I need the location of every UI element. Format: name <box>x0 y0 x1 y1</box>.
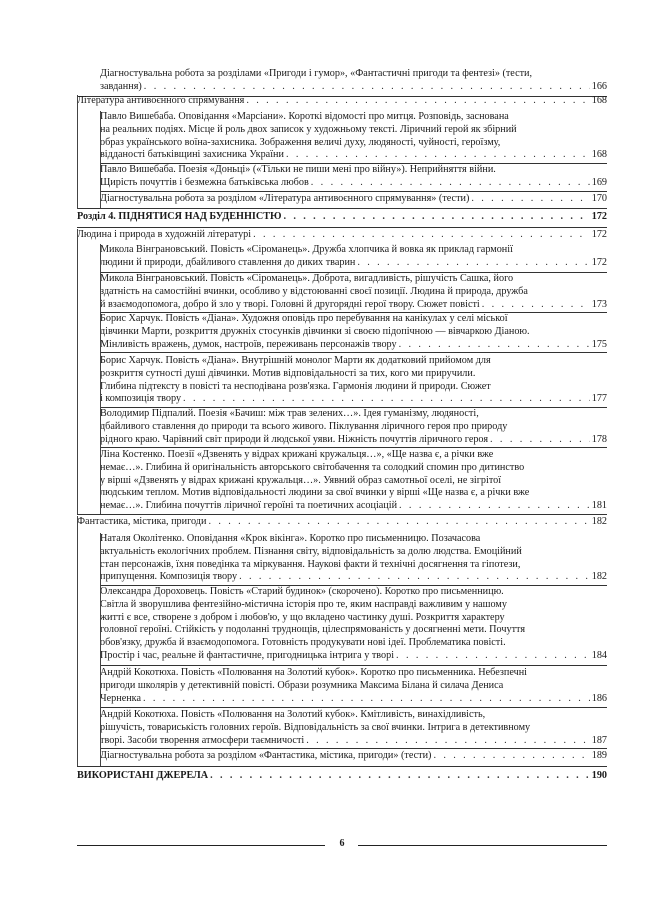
toc-entry-text: відданості батьківщині захисника України <box>100 149 284 161</box>
toc-page-number: 166 <box>591 80 607 92</box>
vertical-rule <box>100 533 101 766</box>
divider <box>77 766 607 767</box>
footer-rule-right <box>358 845 607 846</box>
divider <box>77 208 607 209</box>
toc-entry-text: творі. Засоби творення атмосфери таємничості <box>100 734 305 746</box>
toc-entry-text: Микола Вінграновський. Повість «Сіроманець». Дружба хлопчика й вовка як приклад гармонії <box>100 244 513 255</box>
toc-page-number: 181 <box>591 500 607 512</box>
toc-entry-text: дбайливого ставлення до природи та всього живого. Піклування ліричного героя про природу <box>100 420 508 432</box>
toc-entry-text: Микола Вінграновський. Повість «Сіроманець». Доброта, вигадливість, рішучість Сашка, його <box>100 273 514 284</box>
toc-entry-text: здатність на самостійні вчинки, особливо у відстоюванні своєї позиції. Людина й природа, дружба <box>100 285 528 297</box>
toc-entry-text: Діагностувальна робота за розділами «Пригоди і гумор», «Фантастичні пригоди та фентезі» (тести, <box>100 68 533 79</box>
toc-entry-text: Павло Вишебаба. Оповідання «Марсіани». Короткі відомості про митця. Розповідь, заснована <box>100 111 509 122</box>
toc-section-entry[interactable] <box>77 229 607 242</box>
toc-page-number: 190 <box>591 770 607 781</box>
toc-entry-text: припущення. Композиція твору <box>100 571 238 583</box>
toc-chapter-entry[interactable] <box>77 211 607 224</box>
toc-entry-text: людини й природи, дбайливого ставлення до диких тварин <box>100 256 356 268</box>
vertical-rule <box>100 111 101 208</box>
toc-entry-text: Література антивоєнного спрямування <box>77 95 245 106</box>
leader-dots <box>283 211 589 224</box>
toc-page-number: 177 <box>591 393 607 405</box>
toc-entry-text: ВИКОРИСТАНІ ДЖЕРЕЛА <box>77 770 209 781</box>
toc-entry-text: Володимир Підпалий. Поезія «Бачиш: між трав зелених…». Ідея гуманізму, людяності, <box>100 408 479 419</box>
toc-entry-text: Розділ 4. ПІДНЯТИСЯ НАД БУДЕННІСТЮ <box>77 211 282 222</box>
leader-dots <box>399 500 590 513</box>
toc-entry-text: і композиція твору <box>100 393 182 405</box>
toc-entry[interactable] <box>100 750 607 763</box>
leader-dots <box>396 650 590 663</box>
toc-entry-text: Борис Харчук. Повість «Діана». Внутрішній монолог Марти як додатковий прийомом для <box>100 355 491 366</box>
toc-page-number: 169 <box>591 176 607 188</box>
toc-entry[interactable] <box>100 111 607 162</box>
divider <box>77 227 607 228</box>
toc-entry-text: у вірші «Дзвенять у відрах крижані кружальця…». Уявний образ самотньої оселі, не зігрітої <box>100 474 502 486</box>
toc-page-number: 187 <box>591 734 607 746</box>
toc-entry-text: Діагностувальна робота за розділом «Фантастика, містика, пригоди» (тести) <box>100 750 432 761</box>
toc-page-number: 168 <box>591 95 607 106</box>
toc-entry-text: на реальних подіях. Місце й роль двох записок у художньому тексті. Ліричний герой як збірний <box>100 123 517 135</box>
toc-entry-text: Простір і час, реальне й фантастичне, пригодницька інтрига у творі <box>100 649 395 661</box>
toc-entry-text: пригоди школярів у детективній повісті. Образи розумника Максима Білана й силача Дениса <box>100 679 504 691</box>
toc-page-number: 168 <box>591 149 607 161</box>
toc-section-entry[interactable] <box>77 95 607 108</box>
toc-entry[interactable] <box>100 533 607 584</box>
toc-entry-text: завдання) <box>100 80 142 92</box>
leader-dots <box>183 393 590 406</box>
leader-dots <box>306 735 589 748</box>
toc-entry-text: рішучість, товариськість головних героїв. Відповідальність за свої вчинки. Інтрига в детективному <box>100 721 531 733</box>
leader-dots <box>246 95 589 108</box>
divider <box>100 707 607 708</box>
toc-page-number: 173 <box>591 298 607 310</box>
footer-rule-left <box>77 845 325 846</box>
toc-entry-text: розкриття сутності душі дівчинки. Мотив відповідальності за тих, кого ми приручили. <box>100 367 476 379</box>
toc-entry[interactable] <box>100 313 607 351</box>
leader-dots <box>239 571 590 584</box>
toc-entry[interactable] <box>100 68 607 94</box>
toc-entry[interactable] <box>100 193 607 206</box>
leader-dots <box>311 177 590 190</box>
toc-entry[interactable] <box>100 449 607 513</box>
toc-entry-text: немає…». Глибина й оригінальність авторського світобачення та солодкий спомин про дитинство <box>100 461 525 473</box>
leader-dots <box>286 149 590 162</box>
leader-dots <box>208 516 589 529</box>
leader-dots <box>399 339 590 352</box>
divider <box>100 191 607 192</box>
page-number: 6 <box>339 838 345 849</box>
toc-entry[interactable] <box>100 355 607 406</box>
toc-chapter-entry[interactable] <box>77 770 607 783</box>
toc-entry-text: Глибина підтексту в повісті та несподівана розв'язка. Гармонія людини й природи. Сюжет <box>100 380 491 392</box>
toc-page-number: 172 <box>591 256 607 268</box>
divider <box>100 447 607 448</box>
toc-entry-text: Людина і природа в художній літературі <box>77 229 252 240</box>
toc-entry-text: рідного краю. Чарівний світ природи й людської уяви. Ніжність почуттів ліричного героя <box>100 433 489 445</box>
vertical-rule <box>100 244 101 514</box>
toc-entry-text: людським теплом. Мотив відповідальності людини за свої вчинки у вірші «Ще назва є, а річки вже <box>100 487 530 499</box>
leader-dots <box>471 193 589 206</box>
toc-entry-text: актуальність екологічних проблем. Пізнання світу, відповідальність за долю людства. Емоційний <box>100 545 522 557</box>
toc-entry-text: головної героїні. Стійкість у подоланні труднощів, цілеспрямованість у досягненні мети. Почуття <box>100 624 526 636</box>
toc-entry[interactable] <box>100 408 607 446</box>
toc-entry-text: Павло Вишебаба. Поезія «Доньці» («Тільки не пиши мені про війну»). Неприйняття війни. <box>100 164 496 175</box>
leader-dots <box>143 693 590 706</box>
vertical-rule <box>77 229 78 514</box>
toc-entry-text: Олександра Дороховець. Повість «Старий будинок» (скорочено). Коротко про письменницю. <box>100 586 504 597</box>
divider <box>100 748 607 749</box>
toc-entry-text: Фантастика, містика, пригоди <box>77 516 207 527</box>
toc-page-number: 189 <box>591 750 607 761</box>
divider <box>100 352 607 353</box>
toc-entry-text: Щирість почуттів і безмежна батьківська любов <box>100 176 309 188</box>
toc-page-number: 182 <box>591 571 607 583</box>
vertical-rule <box>77 516 78 766</box>
toc-entry-text: Світла й зворушлива фентезійно-містична історія про те, яким насправді важливим у нашому <box>100 598 507 610</box>
toc-entry-text: стан персонажів, їхня поведінка та міркування. Наукові факти й технічні досягнення та гіпотези, <box>100 558 521 570</box>
toc-page-number: 172 <box>591 229 607 240</box>
leader-dots <box>433 750 589 763</box>
toc-entry-text: Діагностувальна робота за розділом «Література антивоєнного спрямування» (тести) <box>100 193 470 204</box>
toc-page-number: 170 <box>591 193 607 204</box>
leader-dots <box>144 81 590 94</box>
vertical-rule <box>77 95 78 209</box>
toc-entry-text: Андрій Кокотюха. Повість «Полювання на Золотий кубок». Кмітливість, винахідливість, <box>100 709 486 720</box>
toc-entry-text: немає…». Глибина почуттів ліричної героїні та поетичних асоціацій <box>100 500 398 512</box>
toc-page-number: 175 <box>591 338 607 350</box>
toc-entry-text: Мінливість вражень, думок, настроїв, переживань персонажів твору <box>100 338 397 350</box>
toc-entry-text: й взаємодопомога, добро й зло у творі. Головні й другорядні герої твору. Сюжет повісті <box>100 298 480 310</box>
toc-entry-text: Черненка <box>100 692 141 704</box>
leader-dots <box>253 229 590 242</box>
divider <box>77 514 607 515</box>
toc-entry[interactable] <box>100 244 607 270</box>
toc-entry-text: обов'язку, дружба й взаємодопомога. Готовність продукувати нові ідеї. Проблематика повісті. <box>100 637 506 649</box>
leader-dots <box>357 257 589 270</box>
toc-entry-text: дівчинки Марти, розкриття дружніх стосунків дівчинки зі своєю підопічною — вівчаркою Діаною. <box>100 325 530 337</box>
leader-dots <box>482 299 590 312</box>
toc-entry[interactable] <box>100 709 607 747</box>
leader-dots <box>490 434 590 447</box>
toc-page-number: 182 <box>591 516 607 527</box>
toc-entry[interactable] <box>100 273 607 311</box>
toc-page-number: 178 <box>591 433 607 445</box>
toc-entry-text: Наталя Околітенко. Оповідання «Крок вікінга». Коротко про письменницю. Позачасова <box>100 533 481 544</box>
toc-page-number: 172 <box>591 211 607 222</box>
toc-entry-text: Борис Харчук. Повість «Діана». Художня оповідь про перебування на канікулах у селі міської <box>100 313 508 324</box>
toc-entry-text: житті є все, створене з добром і любов'ю, у що вкладено частинку душі. Розкриття характеру <box>100 611 505 623</box>
toc-entry[interactable] <box>100 586 607 663</box>
divider <box>100 665 607 666</box>
toc-entry-text: Андрій Кокотюха. Повість «Полювання на Золотий кубок». Коротко про письменника. Небезпечні <box>100 667 528 678</box>
toc-entry[interactable] <box>100 164 607 190</box>
toc-entry[interactable] <box>100 667 607 705</box>
toc-section-entry[interactable] <box>77 516 607 529</box>
toc-page-number: 186 <box>591 692 607 704</box>
toc-entry-text: образ українського воїна-захисника. Зображення величі духу, людяності, чуйності, героїзму, <box>100 136 501 148</box>
leader-dots <box>210 770 590 783</box>
toc-page-number: 184 <box>591 649 607 661</box>
toc-entry-text: Ліна Костенко. Поезії «Дзвенять у відрах крижані кружальця…», «Ще назва є, а річки вже <box>100 449 494 460</box>
